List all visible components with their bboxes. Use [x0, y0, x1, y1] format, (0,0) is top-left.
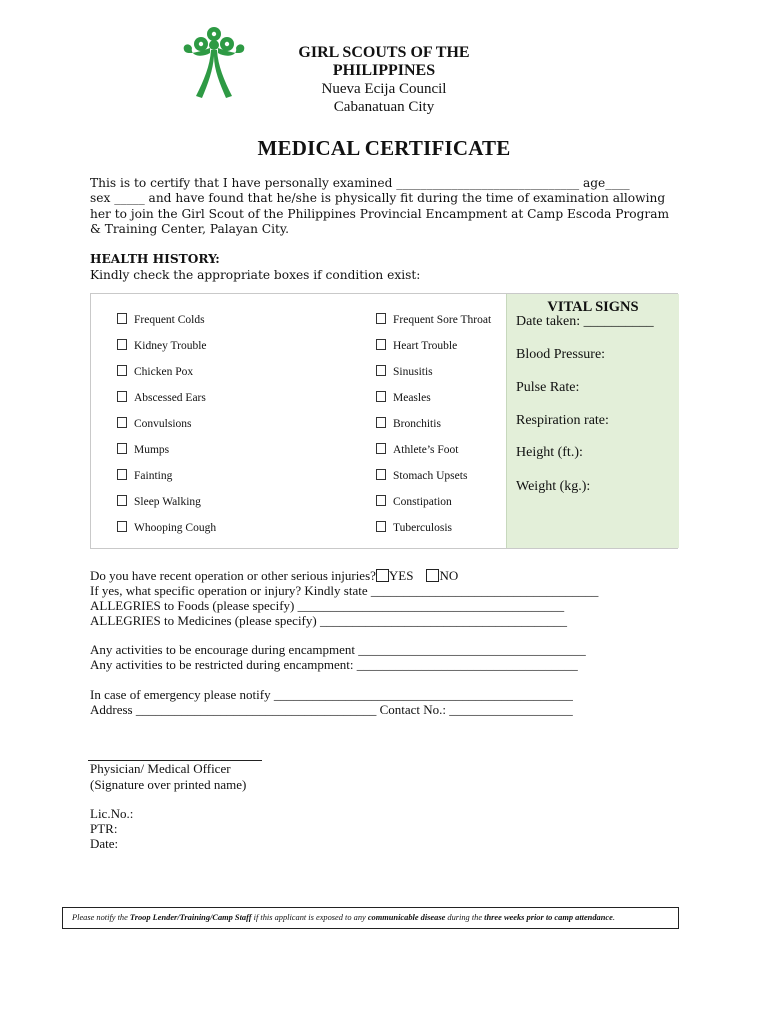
signature-note: (Signature over printed name)	[90, 777, 247, 792]
condition-checkbox[interactable]	[376, 313, 386, 324]
condition-item[interactable]	[376, 417, 441, 430]
condition-label: Sinusitis	[393, 366, 433, 378]
condition-label: Fainting	[134, 470, 173, 482]
condition-item[interactable]	[376, 365, 433, 378]
organization-header	[250, 44, 518, 116]
condition-checkbox[interactable]	[376, 469, 386, 480]
condition-item[interactable]	[117, 469, 172, 482]
condition-checkbox[interactable]	[376, 339, 386, 350]
condition-label: Mumps	[134, 444, 170, 456]
certification-line: sex _____ and have found that he/she is physically fit during the time of examination allowing	[90, 191, 666, 206]
vital-signs-title: VITAL SIGNS	[547, 299, 639, 315]
date-label: Date:	[90, 836, 119, 851]
page-title: MEDICAL CERTIFICATE	[257, 136, 511, 160]
condition-label: Chicken Pox	[134, 366, 194, 378]
health-history-instruction: Kindly check the appropriate boxes if condition exist:	[90, 267, 421, 282]
condition-item[interactable]	[117, 365, 193, 378]
condition-item[interactable]	[376, 313, 491, 326]
license-number-label: Lic.No.:	[90, 806, 134, 821]
address-contact-field[interactable]: Address _____________________________________ Contact No.: ___________________	[90, 702, 573, 717]
condition-label: Constipation	[393, 496, 452, 508]
vital-sign-field[interactable]: Date taken: __________	[516, 314, 654, 329]
condition-label: Measles	[393, 392, 431, 404]
condition-checkbox[interactable]	[117, 339, 127, 350]
condition-label: Tuberculosis	[393, 522, 452, 534]
council-name: Nueva Ecija Council	[321, 81, 447, 97]
condition-label: Sleep Walking	[134, 496, 201, 508]
footer-note-text: if this applicant is exposed to any	[251, 913, 368, 922]
vital-sign-field[interactable]: Height (ft.):	[516, 445, 583, 460]
certification-line: her to join the Girl Scout of the Philippines Provincial Encampment at Camp Escoda Program	[90, 206, 670, 221]
operation-details-field[interactable]: If yes, what specific operation or injury? Kindly state ___________________________________	[90, 583, 599, 598]
condition-checkbox[interactable]	[376, 391, 386, 402]
condition-label: Bronchitis	[393, 418, 441, 430]
restricted-activities-field[interactable]: Any activities to be restricted during encampment: __________________________________	[90, 657, 578, 672]
condition-label: Frequent Colds	[134, 314, 205, 326]
medicine-allergies-field[interactable]: ALLEGRIES to Medicines (please specify) ______________________________________	[90, 613, 567, 628]
encouraged-activities-field[interactable]: Any activities to be encourage during encampment ___________________________________	[90, 642, 586, 657]
trefoil-logo-icon	[180, 22, 248, 100]
vital-sign-field[interactable]: Respiration rate:	[516, 413, 609, 428]
condition-item[interactable]	[376, 339, 457, 352]
condition-item[interactable]	[376, 443, 459, 456]
condition-label: Kidney Trouble	[134, 340, 207, 352]
footer-notice	[62, 907, 679, 929]
org-name: GIRL SCOUTS OF THE PHILIPPINES	[298, 44, 470, 79]
condition-label: Stomach Upsets	[393, 470, 468, 482]
footer-note-text: during the	[445, 913, 485, 922]
footer-note-emphasis: three weeks prior to camp attendance	[484, 913, 613, 922]
condition-checkbox[interactable]	[117, 443, 127, 454]
health-history-heading: HEALTH HISTORY:	[90, 252, 220, 266]
condition-checkbox[interactable]	[117, 365, 127, 376]
footer-note-text: Please notify the	[72, 913, 130, 922]
condition-label: Abscessed Ears	[134, 392, 206, 404]
condition-item[interactable]	[117, 313, 205, 326]
condition-checkbox[interactable]	[117, 521, 127, 532]
condition-checkbox[interactable]	[376, 417, 386, 428]
ptr-label: PTR:	[90, 821, 118, 836]
condition-label: Convulsions	[134, 418, 192, 430]
condition-item[interactable]	[117, 521, 216, 534]
condition-checkbox[interactable]	[117, 495, 127, 506]
city-name: Cabanatuan City	[333, 99, 435, 115]
footer-note-emphasis: Troop Lender/Training/Camp Staff	[129, 913, 252, 922]
footer-note-emphasis: communicable disease	[367, 913, 446, 922]
condition-item[interactable]	[117, 495, 201, 508]
vital-sign-field[interactable]: Pulse Rate:	[516, 380, 580, 395]
condition-label: Athlete’s Foot	[393, 444, 459, 456]
vital-sign-field[interactable]: Weight (kg.):	[516, 479, 591, 494]
yes-checkbox[interactable]	[376, 569, 389, 582]
physician-role: Physician/ Medical Officer	[90, 761, 231, 776]
condition-item[interactable]	[376, 469, 467, 482]
vital-sign-field[interactable]: Blood Pressure:	[516, 347, 606, 362]
condition-checkbox[interactable]	[117, 469, 127, 480]
health-conditions-box	[90, 293, 678, 549]
condition-item[interactable]	[376, 521, 452, 534]
condition-checkbox[interactable]	[376, 521, 386, 532]
health-history-section	[90, 252, 420, 283]
condition-checkbox[interactable]	[117, 417, 127, 428]
no-checkbox[interactable]	[426, 569, 439, 582]
yes-label: YES	[388, 568, 414, 583]
operation-question	[90, 568, 458, 583]
condition-checkbox[interactable]	[117, 391, 127, 402]
condition-label: Frequent Sore Throat	[393, 314, 492, 326]
certification-paragraph	[90, 176, 680, 238]
condition-checkbox[interactable]	[376, 443, 386, 454]
certification-line: & Training Center, Palayan City.	[90, 222, 290, 237]
condition-label: Whooping Cough	[134, 522, 217, 534]
condition-label: Heart Trouble	[393, 340, 458, 352]
condition-item[interactable]	[117, 391, 206, 404]
food-allergies-field[interactable]: ALLEGRIES to Foods (please specify) _________________________________________	[90, 598, 565, 613]
operation-question-text: Do you have recent operation or other serious injuries?	[90, 568, 376, 583]
condition-checkbox[interactable]	[117, 313, 127, 324]
condition-item[interactable]	[117, 443, 169, 456]
vital-signs-panel	[506, 294, 679, 548]
condition-item[interactable]	[117, 339, 207, 352]
emergency-contact-field[interactable]: In case of emergency please notify ______________________________________________	[90, 687, 573, 702]
condition-item[interactable]	[376, 391, 431, 404]
condition-checkbox[interactable]	[376, 495, 386, 506]
condition-item[interactable]	[376, 495, 452, 508]
condition-checkbox[interactable]	[376, 365, 386, 376]
footer-note-text: .	[612, 913, 615, 922]
certification-line: This is to certify that I have personally examined ______________________________ age____	[90, 176, 630, 190]
condition-item[interactable]	[117, 417, 192, 430]
no-label: NO	[439, 568, 459, 583]
